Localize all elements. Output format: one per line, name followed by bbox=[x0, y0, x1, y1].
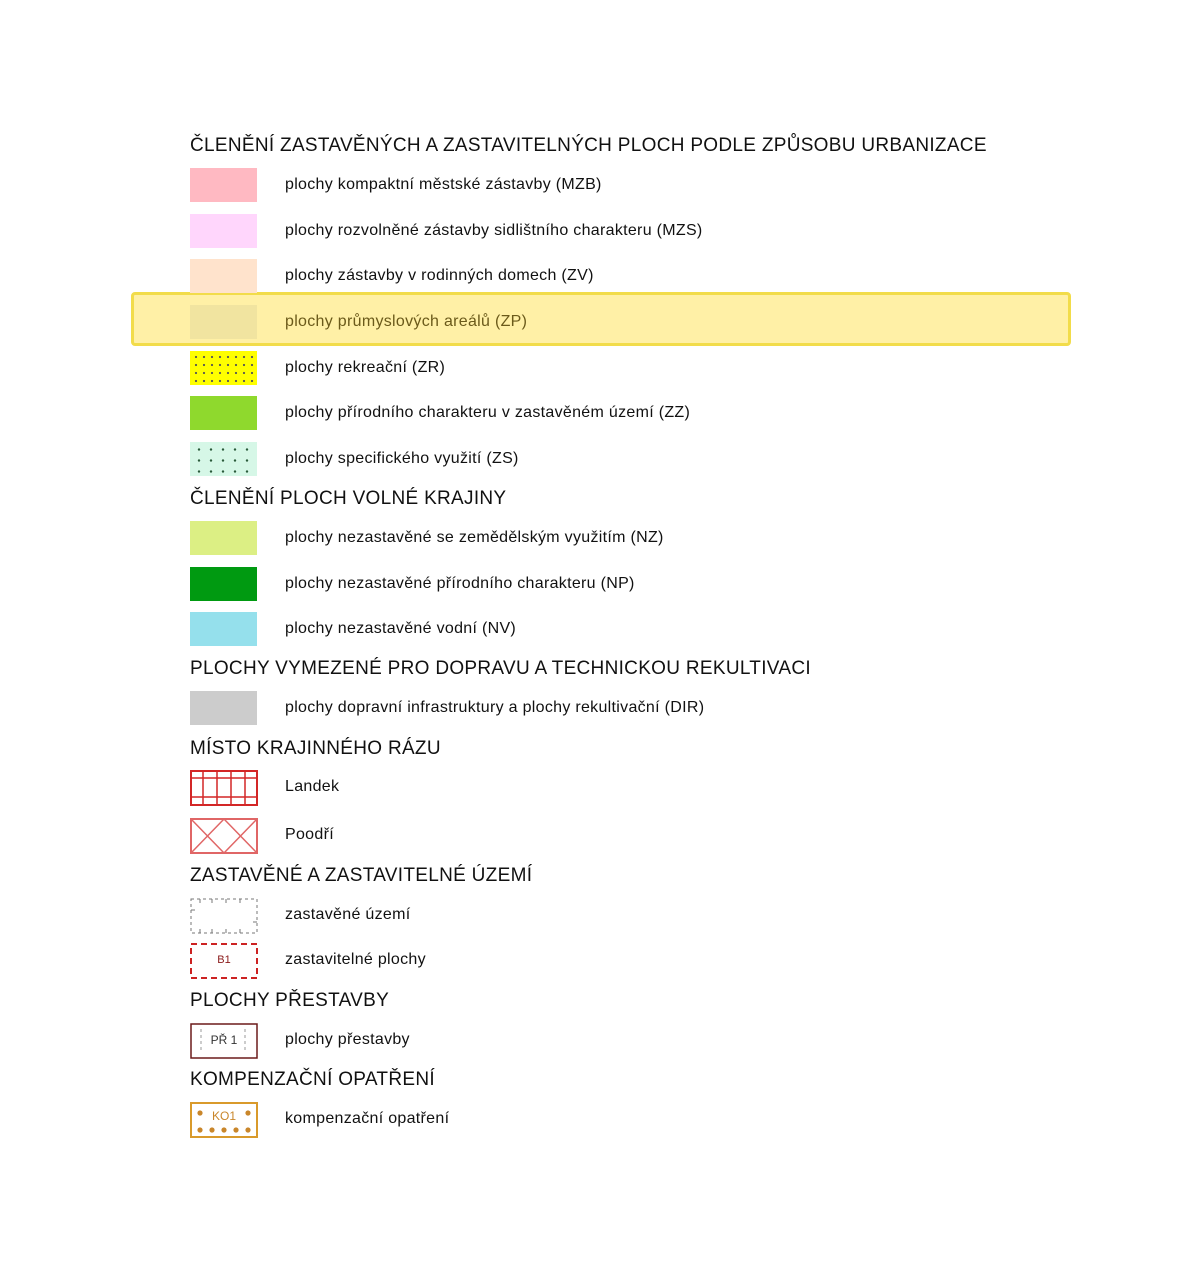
dir-swatch bbox=[190, 691, 257, 725]
nz-swatch bbox=[190, 521, 257, 555]
legend-item-np[interactable] bbox=[190, 567, 1070, 601]
legend-item-zz[interactable] bbox=[190, 396, 1070, 430]
cross-hatch-icon bbox=[190, 818, 258, 854]
legend-label: zastavitelné plochy bbox=[285, 951, 426, 968]
legend-item-developable[interactable] bbox=[190, 943, 1070, 977]
legend-label: plochy přírodního charakteru v zastavěném území (ZZ) bbox=[285, 404, 691, 421]
section-title-compensation: KOMPENZAČNÍ OPATŘENÍ bbox=[190, 1069, 435, 1090]
zv-swatch bbox=[190, 259, 257, 293]
legend-label: plochy nezastavěné vodní (NV) bbox=[285, 620, 517, 637]
mzb-swatch bbox=[190, 168, 257, 202]
mzs-swatch bbox=[190, 214, 257, 248]
zs-dotted-swatch bbox=[190, 442, 257, 476]
legend-item-zs[interactable] bbox=[190, 442, 1070, 476]
section-title-landscape-character: MÍSTO KRAJINNÉHO RÁZU bbox=[190, 738, 441, 759]
zp-swatch bbox=[190, 305, 257, 339]
legend-label: plochy dopravní infrastruktury a plochy rekultivační (DIR) bbox=[285, 699, 705, 716]
legend-label: plochy přestavby bbox=[285, 1031, 410, 1048]
section-title-transport: PLOCHY VYMEZENÉ PRO DOPRAVU A TECHNICKOU REKULTIVACI bbox=[190, 658, 811, 679]
legend-item-mzs[interactable] bbox=[190, 214, 1070, 248]
legend-label: plochy nezastavěné se zemědělským využitím (NZ) bbox=[285, 529, 664, 546]
legend-item-zp[interactable] bbox=[190, 305, 1070, 339]
legend-label: plochy kompaktní městské zástavby (MZB) bbox=[285, 176, 602, 193]
legend-label: plochy rozvolněné zástavby sidlištního charakteru (MZS) bbox=[285, 222, 703, 239]
dotted-border-icon bbox=[190, 898, 258, 934]
np-swatch bbox=[190, 567, 257, 601]
legend-label: kompenzační opatření bbox=[285, 1110, 450, 1127]
legend-item-zr[interactable] bbox=[190, 351, 1070, 385]
section-title-redevelopment: PLOCHY PŘESTAVBY bbox=[190, 990, 390, 1011]
legend-item-zv[interactable] bbox=[190, 259, 1070, 293]
legend-item-dir[interactable] bbox=[190, 691, 1070, 725]
legend-label: zastavěné území bbox=[285, 906, 411, 923]
legend-label: plochy zástavby v rodinných domech (ZV) bbox=[285, 267, 594, 284]
zz-swatch bbox=[190, 396, 257, 430]
section-title-open-landscape: ČLENĚNÍ PLOCH VOLNÉ KRAJINY bbox=[190, 488, 507, 509]
legend-item-poodri[interactable] bbox=[190, 818, 1070, 852]
legend-item-landek[interactable] bbox=[190, 770, 1070, 804]
legend-label: plochy nezastavěné přírodního charakteru (NP) bbox=[285, 575, 635, 592]
zr-dotted-swatch bbox=[190, 351, 257, 385]
legend-item-nv[interactable] bbox=[190, 612, 1070, 646]
legend-label: Poodří bbox=[285, 826, 334, 843]
developable-code: B1 bbox=[217, 954, 231, 966]
section-title-urbanization: ČLENĚNÍ ZASTAVĚNÝCH A ZASTAVITELNÝCH PLOCH PODLE ZPŮSOBU URBANIZACE bbox=[190, 135, 987, 156]
legend-label: plochy rekreační (ZR) bbox=[285, 359, 446, 376]
legend-label: plochy průmyslových areálů (ZP) bbox=[285, 313, 528, 330]
legend-label: plochy specifického využití (ZS) bbox=[285, 450, 519, 467]
compensation-code: KO1 bbox=[211, 1109, 236, 1123]
legend-item-redevelopment[interactable] bbox=[190, 1023, 1070, 1057]
nv-swatch bbox=[190, 612, 257, 646]
grid-hatch-icon bbox=[190, 770, 258, 806]
redevelopment-code: PŘ 1 bbox=[210, 1033, 238, 1047]
legend-item-built-up[interactable] bbox=[190, 898, 1070, 932]
legend-item-compensation[interactable] bbox=[190, 1102, 1070, 1136]
section-title-built-up: ZASTAVĚNÉ A ZASTAVITELNÉ ÚZEMÍ bbox=[190, 865, 533, 886]
legend-label: Landek bbox=[285, 778, 340, 795]
legend-item-nz[interactable] bbox=[190, 521, 1070, 555]
legend-item-mzb[interactable] bbox=[190, 168, 1070, 202]
